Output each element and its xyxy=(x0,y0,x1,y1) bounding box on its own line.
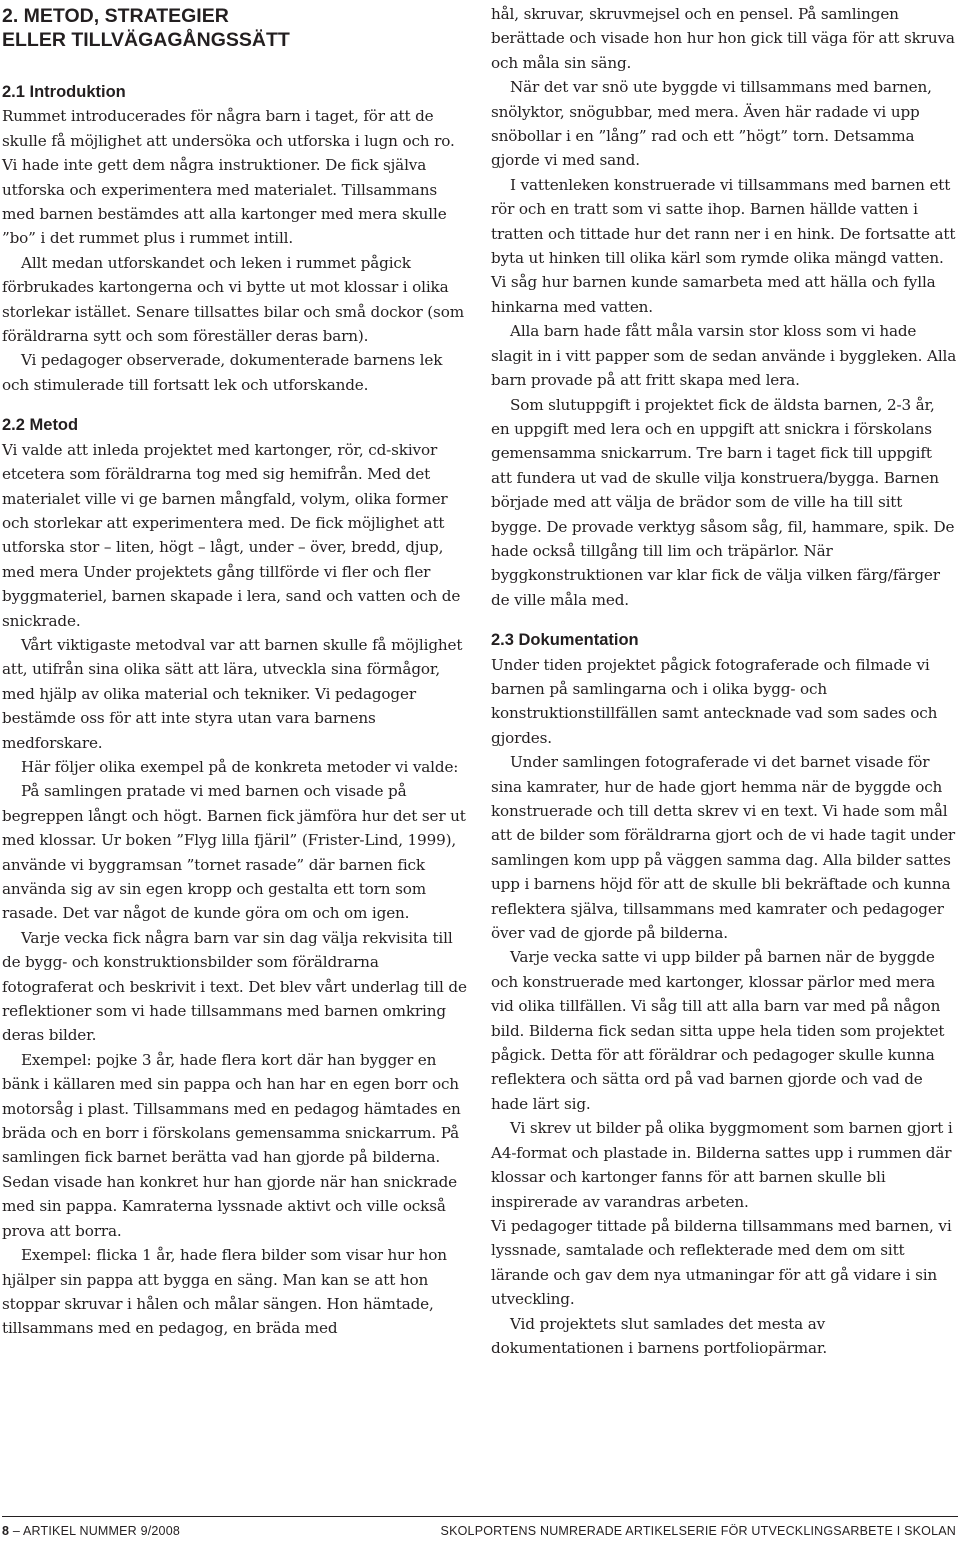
chapter-title-line-1: 2. METOD, STRATEGIER xyxy=(2,5,229,27)
paragraph: Alla barn hade fått måla varsin stor kloss som vi hade slagit in i vitt papper som de sedan använde i byggleken. Alla barn provade på att fritt skapa med lera. xyxy=(491,322,957,390)
paragraph: I vattenleken konstruerade vi tillsammans med barnen ett rör och en tratt som vi satte ihop. Barnen hällde vatten i tratten och tittade hur det rann ner i en hink. De fortsatte att byta ut hinken till olika kärl som rymde olika mängd vatten. Vi såg hur barnen kunde samarbeta med att hälla och fylla hinkarna med vatten. xyxy=(491,175,956,316)
paragraph: När det var snö ute byggde vi tillsammans med barnen, snölyktor, snögubbar, med mera. Även här radade vi upp snöbollar i en ”lång” rad och ett ”högt” torn. Detsamma gjorde vi med sand. xyxy=(491,78,932,170)
footer-series-title: SKOLPORTENS NUMRERADE ARTIKELSERIE FÖR UTVECKLINGSARBETE I SKOLAN xyxy=(440,1524,956,1538)
paragraph: Vi skrev ut bilder på olika byggmoment som barnen gjort i A4-format och plastade in. Bilderna sattes upp i rummen där klossar och kartonger fanns för att barnen skulle bli inspirerade av varandras arbeten. xyxy=(491,1119,953,1211)
paragraph: Vi pedagoger observerade, dokumenterade barnens lek och stimulerade till fortsatt lek och utforskande. xyxy=(2,351,443,394)
page-number: 8 xyxy=(2,1524,10,1538)
chapter-title xyxy=(2,4,470,52)
right-column xyxy=(491,0,957,1360)
footer-left xyxy=(2,1523,180,1539)
section-heading-dokumentation: 2.3 Dokumentation xyxy=(491,631,639,650)
paragraph: Under tiden projektet pågick fotograferade och filmade vi barnen på samlingarna och i olika bygg- och konstruktionstillfällen samt antecknade vad som sades och gjordes. xyxy=(491,655,938,747)
paragraph: Exempel: flicka 1 år, hade flera bilder som visar hur hon hjälper sin pappa att bygga en säng. Man kan se att hon stoppar skruvar i hålen och målar sängen. Hon hämtade, tillsammans med en pedagog, en bräda med xyxy=(2,1246,447,1338)
paragraph: Som slutuppgift i projektet fick de äldsta barnen, 2-3 år, en uppgift med lera och en uppgift att snickra i förskolans gemensamma snickarrum. Tre barn i taget fick till uppgift att fundera ut vad de skulle vilja konstruera/bygga. Barnen började med att välja de brädor som de ville ha till sitt bygge. De provade verktyg såsom såg, fil, hammare, spik. De hade också tillgång till lim och träpärlor. När byggkonstruktionen var klar fick de välja vilken färg/färger de ville måla med. xyxy=(491,395,955,609)
paragraph: Vi pedagoger tittade på bilderna tillsammans med barnen, vi lyssnade, samtalade och reflekterade med dem om sitt lärande och gav dem nya utmaningar för att gå vidare i sin utveckling. xyxy=(491,1216,952,1309)
footer-article-number: – ARTIKEL NUMMER 9/2008 xyxy=(12,1524,181,1538)
paragraph: Vårt viktigaste metodval var att barnen skulle få möjlighet att, utifrån sina olika sätt att lära, utveckla sina förmågor, med hjälp av olika material och tekniker. Vi pedagoger bestämde oss för att inte styra utan vara barnens medforskare. xyxy=(2,635,463,752)
left-column xyxy=(2,0,470,1341)
paragraph: Exempel: pojke 3 år, hade flera kort där han bygger en bänk i källaren med sin pappa och han har en egen borr och motorsåg i plast. Tillsammans med en pedagog hämtades en bräda och en borr i förskolans gemensamma snickarrum. På samlingen fick barnet berätta vad han gjorde på bilderna. Sedan visade han konkret hur han gjorde när han snickrade med sin pappa. Kamraterna lyssnade aktivt och ville också prova att borra. xyxy=(2,1050,461,1240)
footer-divider xyxy=(2,1516,958,1517)
paragraph-continued: hål, skruvar, skruvmejsel och en pensel. På samlingen berättade och visade hon hur hon gick till väga för att skruva och måla sin säng. xyxy=(491,5,955,72)
paragraph: Varje vecka fick några barn var sin dag välja rekvisita till de bygg- och konstruktionsbilder som föräldrarna fotograferat och beskrivit i text. Det blev vårt underlag till de reflektioner som vi hade tillsammans med barnen omkring deras bilder. xyxy=(2,928,467,1045)
paragraph: Under samlingen fotograferade vi det barnet visade för sina kamrater, hur de hade gjort hemma när de byggde och konstruerade och till detta skrev vi en text. Vi hade som mål att de bilder som föräldrarna gjort och de vi hade tagit under samlingen kom upp på väggen samma dag. Alla bilder sattes upp i barnens höjd för att de skulle bli bekräftade och kunna reflektera själva, tillsammans med kamrater och pedagoger över vad de gjorde på bilderna. xyxy=(491,753,956,943)
section-heading-metod: 2.2 Metod xyxy=(2,416,79,435)
paragraph: På samlingen pratade vi med barnen och visade på begreppen långt och högt. Barnen fick jämföra hur det ser ut med klossar. Ur boken ”Flyg lilla fjäril” (Frister-Lind, 1999), använde vi byggramsan ”tornet rasade” där barnen fick använda sig av sin egen kropp och gestalta ett torn som rasade. Det var något de kunde göra om och om igen. xyxy=(2,782,466,923)
paragraph: Vi valde att inleda projektet med kartonger, rör, cd-skivor etcetera som föräldrarna tog med sig hemifrån. Med det materialet ville vi ge barnen mångfald, volym, olika former och storlekar att experimentera med. De fick möjlighet att utforska stor – liten, högt – lågt, under – över, bredd, djup, med mera Under projektets gång tillförde vi fler och fler byggmateriel, barnen skapade i lera, sand och vatten och de snickrade. xyxy=(2,440,461,630)
paragraph: Här följer olika exempel på de konkreta metoder vi valde: xyxy=(21,757,459,776)
paragraph: Allt medan utforskandet och leken i rummet pågick förbrukades kartongerna och vi bytte ut mot klossar i olika storlekar istället. Senare tillsattes bilar och små dockor (som föräldrarna sytt och som föreställer deras barn). xyxy=(2,253,464,346)
section-heading-introduktion: 2.1 Introduktion xyxy=(2,83,126,101)
chapter-title-line-2: ELLER TILLVÄGAGÅNGSSÄTT xyxy=(2,29,290,51)
paragraph: Rummet introducerades för några barn i taget, för att de skulle få möjlighet att undersöka och utforska i lugn och ro. Vi hade inte gett dem några instruktioner. De fick själva utforska och experimentera med materialet. Tillsammans med barnen bestämdes att alla kartonger med mera skulle ”bo” i det rummet plus i rummet intill. xyxy=(2,107,455,248)
paragraph: Varje vecka satte vi upp bilder på barnen när de byggde och konstruerade med kartonger, klossar pärlor med mera vid olika tillfällen. Vi såg till att alla barn var med på någon bild. Bilderna fick sedan sitta uppe hela tiden som projektet pågick. Detta för att föräldrar och pedagoger skulle kunna reflektera och sätta ord på vad barnen gjorde och vad de hade lärt sig. xyxy=(491,948,945,1113)
paragraph: Vid projektets slut samlades det mesta av dokumentationen i barnens portfoliopärmar. xyxy=(491,1314,828,1357)
